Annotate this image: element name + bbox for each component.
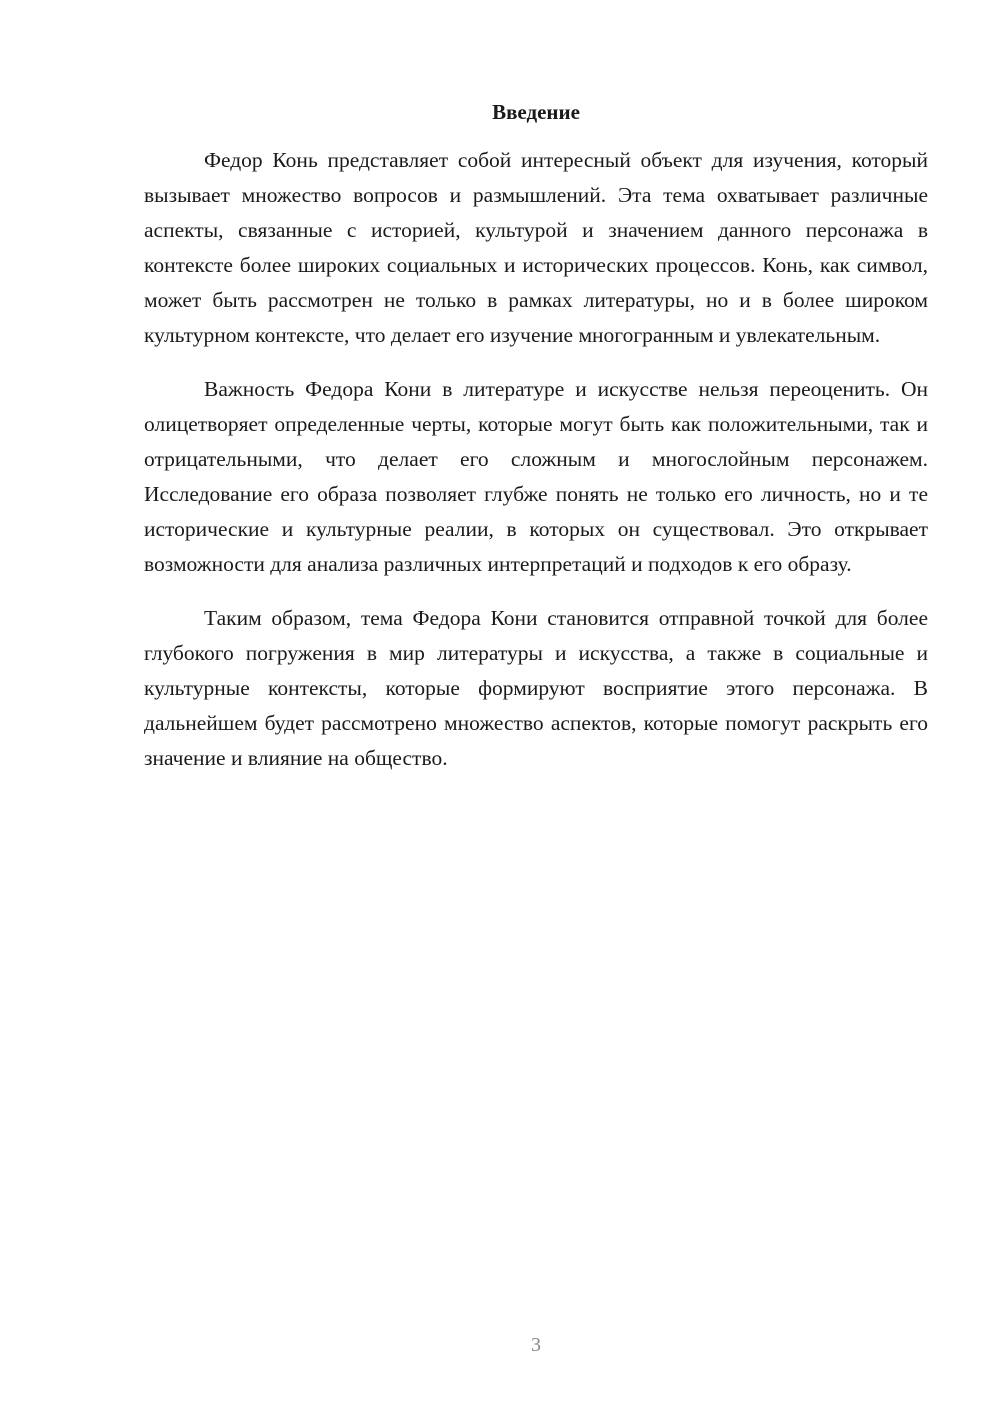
section-heading: Введение [492, 100, 580, 124]
paragraph-1: Федор Конь представляет собой интересный объект для изучения, который вызывает множество вопросов и размышлений. Эта тема охватывает различные аспекты, связанные с историей, культурой и значением данного персонажа в контексте более широких социальных и исторических процессов. Конь, как символ, может быть рассмотрен не только в рамках литературы, но и в более широком культурном контексте, что делает его изучение многогранным и увлекательным. [144, 148, 928, 347]
paragraph-2: Важность Федора Кони в литературе и искусстве нельзя переоценить. Он олицетворяет определенные черты, которые могут быть как положительными, так и отрицательными, что делает его сложным и многослойным персонажем. Исследование его образа позволяет глубже понять не только его личность, но и те исторические и культурные реалии, в которых он существовал. Это открывает возможности для анализа различных интерпретаций и подходов к его образу. [144, 377, 928, 576]
paragraph-3: Таким образом, тема Федора Кони становится отправной точкой для более глубокого погружения в мир литературы и искусства, а также в социальные и культурные контексты, которые формируют восприятие этого персонажа. В дальнейшем будет рассмотрено множество аспектов, которые помогут раскрыть его значение и влияние на общество. [144, 606, 928, 770]
body-text [144, 143, 928, 795]
page-number: 3 [531, 1334, 541, 1356]
